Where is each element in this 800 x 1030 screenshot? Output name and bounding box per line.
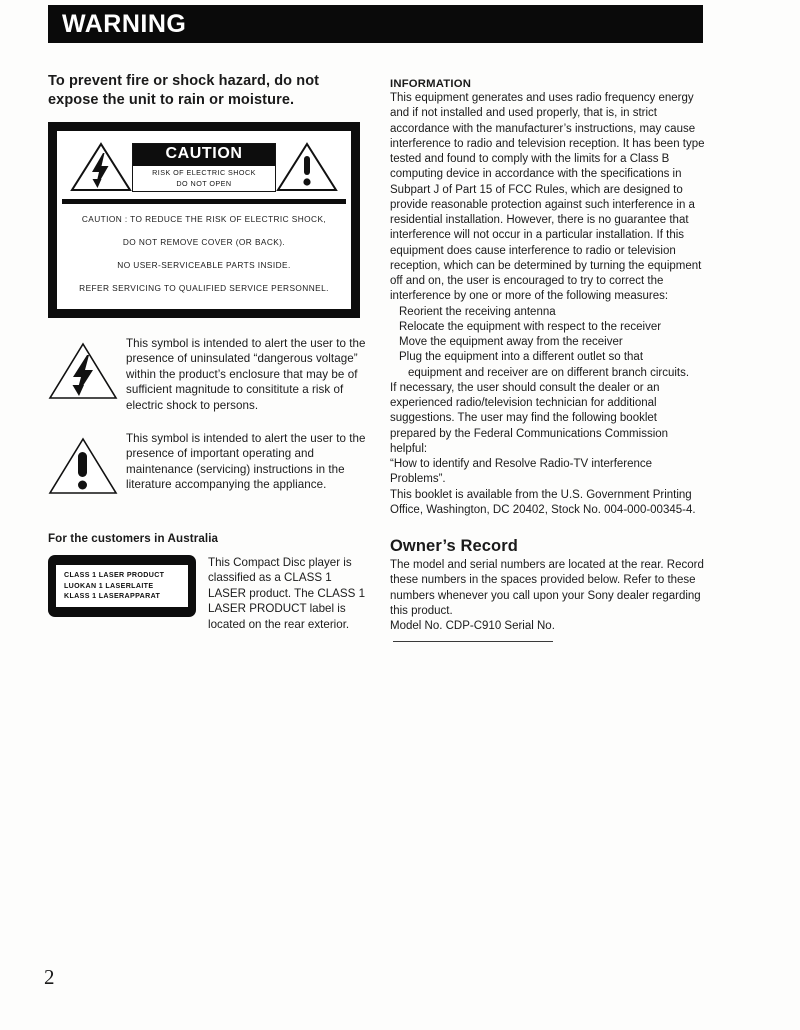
- caution-plate: [48, 122, 360, 318]
- lightning-bolt-triangle-icon: [70, 141, 132, 193]
- booklet-availability: This booklet is available from the U.S. Government Printing Office, Washington, DC 20402, Stock No. 004-000-00345-4.: [390, 488, 696, 516]
- information-after-measures: If necessary, the user should consult the dealer or an experienced radio/television technician for additional suggestions. The user may find the following booklet prepared by the Federal Communications Commission helpful:: [390, 381, 669, 455]
- model-serial-line: [390, 619, 705, 650]
- caution-caption: CAUTION: [133, 144, 275, 166]
- caution-body-line: NO USER-SERVICEABLE PARTS INSIDE.: [117, 260, 291, 270]
- bolt-symbol-row: [48, 336, 368, 413]
- caution-body-line: CAUTION : TO REDUCE THE RISK OF ELECTRIC SHOCK,: [81, 214, 327, 224]
- model-serial-label: Model No. CDP-C910 Serial No.: [390, 620, 555, 632]
- list-item: Reorient the receiving antenna: [399, 305, 556, 318]
- caution-body-line: REFER SERVICING TO QUALIFIED SERVICE PERSONNEL.: [79, 283, 329, 293]
- warning-banner-title: WARNING: [62, 10, 187, 38]
- caution-body-line: DO NOT REMOVE COVER (OR BACK).: [122, 237, 286, 247]
- exclamation-symbol-row: [48, 431, 368, 502]
- caution-risk-line: RISK OF ELECTRIC SHOCK: [152, 167, 256, 177]
- information-paragraph: This equipment generates and uses radio frequency energy and if not installed and used properly, that is, in strict accordance with the manufacturer’s instructions, may cause interference to radio and television reception. It has been type tested and found to comply with the limits for a Class B computing device in accordance with the specifications in Subpart J of Part 15 of FCC Rules, which are designed to provide reasonable protection against such interference in a residential installation. However, there is no guarantee that interference will not occur in a particular installation. If this equipment does cause interference to radio or television reception, which can be determined by turning the equipment off and on, the user is encouraged to try to correct the interference by one or more of the following measures:: [390, 92, 705, 303]
- australia-heading: For the customers in Australia: [48, 532, 219, 546]
- caution-body-text: [62, 204, 346, 301]
- owners-record-paragraph: The model and serial numbers are located at the rear. Record these numbers in the spaces provided below. Refer to these numbers whenever you call upon your Sony dealer regarding this product.: [390, 559, 704, 617]
- laser-label-line: KLASS 1 LASERAPPARAT: [64, 592, 161, 601]
- caution-label-box: [132, 143, 276, 192]
- caution-donotopen-line: DO NOT OPEN: [176, 178, 232, 188]
- list-item-continuation: equipment and receiver are on different branch circuits.: [408, 366, 690, 379]
- australia-row: [48, 555, 368, 632]
- exclamation-symbol-text: This symbol is intended to alert the user to the presence of important operating and maintenance (servicing) instructions in the literature accompanying the appliance.: [126, 432, 366, 492]
- corrective-measures-list: [390, 305, 705, 381]
- page-number: 2: [44, 965, 55, 989]
- booklet-title: “How to identify and Resolve Radio-TV interference Problems”.: [390, 458, 653, 486]
- laser-label-line: CLASS 1 LASER PRODUCT: [64, 571, 165, 580]
- lightning-bolt-triangle-icon: [48, 336, 126, 413]
- list-item: Relocate the equipment with respect to the receiver: [399, 320, 662, 333]
- right-column: [390, 78, 705, 650]
- bolt-symbol-text: This symbol is intended to alert the user to the presence of uninsulated “dangerous voltage” within the product’s enclosure that may be of sufficient magnitude to consititute a risk of electric shock to persons.: [126, 337, 366, 412]
- exclamation-triangle-icon: [276, 141, 338, 193]
- fire-shock-hazard-lead: To prevent fire or shock hazard, do not expose the unit to rain or moisture.: [48, 73, 320, 108]
- australia-text: This Compact Disc player is classified as a CLASS 1 LASER product. The CLASS 1 LASER PRODUCT label is located on the rear exterior.: [208, 556, 366, 631]
- laser-label-inner: [55, 564, 189, 608]
- serial-number-blank[interactable]: [393, 641, 553, 642]
- exclamation-triangle-icon: [48, 431, 126, 502]
- caution-plate-top: [62, 137, 346, 204]
- left-column: [48, 72, 368, 632]
- class-1-laser-product-label: [48, 555, 196, 617]
- laser-label-line: LUOKAN 1 LASERLAITE: [64, 581, 154, 590]
- owners-record-heading: Owner’s Record: [390, 537, 518, 555]
- information-heading: INFORMATION: [390, 78, 472, 90]
- warning-banner: [48, 5, 703, 43]
- list-item: Move the equipment away from the receiver: [399, 336, 623, 348]
- list-item: Plug the equipment into a different outlet so that: [399, 351, 644, 364]
